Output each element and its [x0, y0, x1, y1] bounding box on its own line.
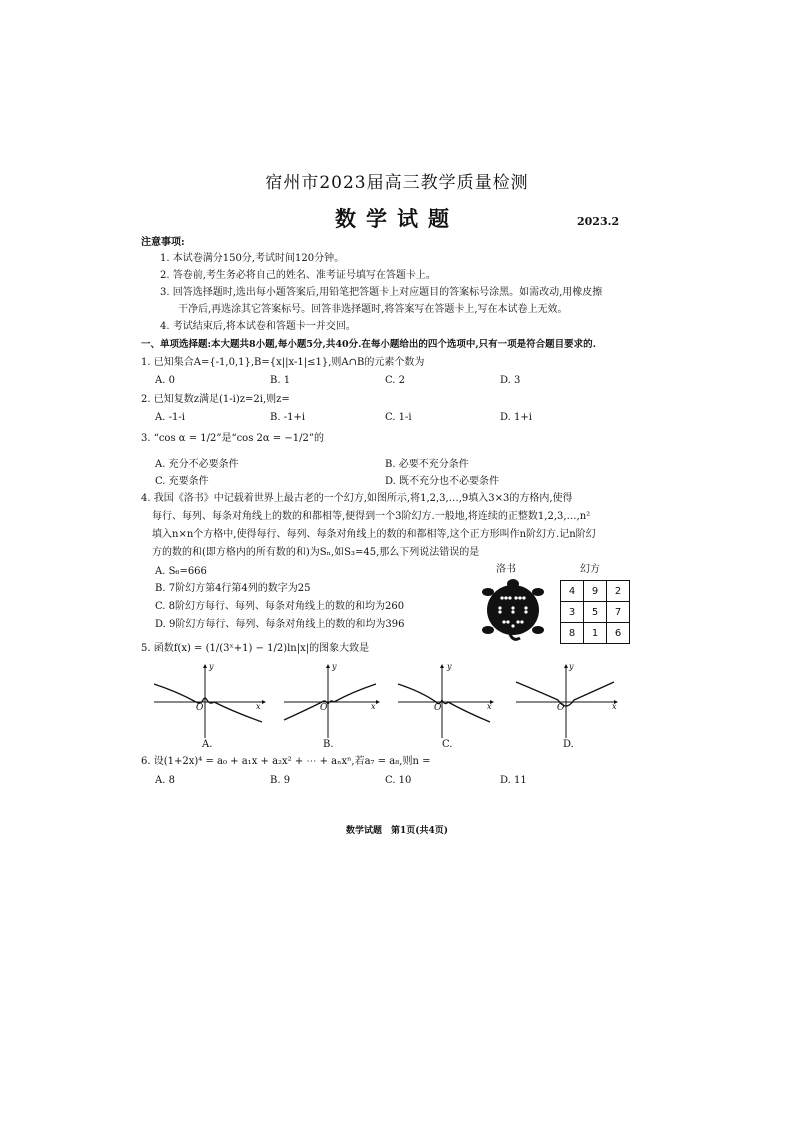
graph-b [282, 662, 382, 740]
page-footer: 数学试题 第1页(共4页) [345, 826, 449, 836]
graph-b-origin-label: O [320, 703, 328, 713]
graph-c [396, 662, 496, 740]
question-4-stem-line: 4. 我国《洛书》中记载着世界上最古老的一个幻方,如图所示,将1,2,3,…,9填入3×3的方格内,使得 [141, 493, 573, 504]
q2-option-d: D. 1+i [500, 412, 532, 423]
magic-square-cell: 7 [607, 602, 630, 623]
question-2-stem: 2. 已知复数z满足(1-i)z=2i,则z= [141, 394, 290, 405]
magic-square-cell: 8 [561, 623, 584, 644]
q6-option-d: D. 11 [500, 775, 527, 786]
magic-square-cell: 3 [561, 602, 584, 623]
graph-d [514, 662, 620, 740]
q4-option-a: A. S₆=666 [155, 566, 207, 577]
magic-square-row [561, 623, 630, 644]
graph-c-label: C. [442, 739, 453, 750]
question-4-stem-line: 每行、每列、每条对角线上的数的和都相等,便得到一个3阶幻方.一般地,将连续的正整数1,2,3,…,n² [152, 511, 591, 522]
note-item: 4. 考试结束后,将本试卷和答题卡一并交回。 [160, 321, 356, 332]
school-title: 宿州市2023届高三教学质量检测 [265, 173, 529, 193]
q2-option-b: B. -1+i [270, 412, 306, 423]
magic-square-label: 幻方 [580, 564, 600, 575]
q1-option-d: D. 3 [500, 375, 521, 386]
question-4-stem-line: 填入n×n个方格中,使得每行、每列、每条对角线上的数的和都相等,这个正方形叫作n阶幻方.记n阶幻 [152, 529, 596, 540]
graph-b-label: B. [323, 739, 334, 750]
q1-option-b: B. 1 [270, 375, 291, 386]
section-heading: 一、单项选择题:本大题共8小题,每小题5分,共40分.在每小题给出的四个选项中,只有一项是符合题目要求的. [141, 339, 596, 350]
graph-a-x-label: x [256, 702, 261, 711]
notes-heading: 注意事项: [141, 237, 185, 248]
graph-d-label: D. [563, 739, 574, 750]
magic-square-cell: 4 [561, 581, 584, 602]
note-item: 2. 答卷前,考生务必将自己的姓名、准考证号填写在答题卡上。 [160, 270, 436, 281]
magic-square-cell: 9 [584, 581, 607, 602]
q6-option-a: A. 8 [155, 775, 175, 786]
q4-option-c: C. 8阶幻方每行、每列、每条对角线上的数的和均为260 [155, 601, 405, 612]
q2-option-c: C. 1-i [385, 412, 412, 423]
question-3-stem: 3. “cos α = 1/2”是“cos 2α = −1/2”的 [141, 433, 324, 444]
q1-option-c: C. 2 [385, 375, 406, 386]
note-item: 1. 本试卷满分150分,考试时间120分钟。 [160, 253, 345, 264]
magic-square-cell: 1 [584, 623, 607, 644]
magic-square-cell: 6 [607, 623, 630, 644]
graph-d-y-label: y [569, 662, 574, 671]
graph-c-y-label: y [447, 662, 452, 671]
graph-d-x-label: x [612, 702, 617, 711]
subject-title: 数学试题 [335, 206, 459, 231]
q6-option-c: C. 10 [385, 775, 412, 786]
graph-c-x-label: x [487, 702, 492, 711]
graph-a [150, 662, 268, 740]
question-1-stem: 1. 已知集合A={-1,0,1},B={x||x-1|≤1},则A∩B的元素个数为 [141, 357, 425, 368]
exam-date: 2023.2 [577, 215, 620, 228]
question-4-stem-line: 方的数的和(即方格内的所有数的和)为Sₙ,如S₃=45,那么下列说法错误的是 [152, 547, 480, 558]
graph-c-origin-label: O [434, 703, 442, 713]
magic-square-row [561, 581, 630, 602]
note-item: 3. 回答选择题时,选出每小题答案后,用铅笔把答题卡上对应题目的答案标号涂黑。如需改动,用橡皮擦 [160, 287, 603, 298]
graph-b-x-label: x [371, 702, 376, 711]
graph-a-label: A. [202, 739, 213, 750]
magic-square-table [560, 580, 630, 644]
magic-square-cell: 5 [584, 602, 607, 623]
graph-b-y-label: y [332, 662, 337, 671]
question-6-stem: 6. 设(1+2x)⁴ = a₀ + a₁x + a₂x² + ⋯ + aₙxⁿ,若a₇ = a₈,则n = [141, 756, 431, 767]
q3-option-c: C. 充要条件 [155, 476, 209, 487]
q2-option-a: A. -1-i [155, 412, 185, 423]
question-5-stem: 5. 函数f(x) = (1/(3ˣ+1) − 1/2)ln|x|的图象大致是 [141, 643, 370, 654]
q4-option-b: B. 7阶幻方第4行第4列的数字为25 [155, 583, 311, 594]
graph-a-origin-label: O [196, 703, 204, 713]
q3-option-a: A. 充分不必要条件 [155, 459, 239, 470]
graph-d-origin-label: O [557, 703, 565, 713]
magic-square-cell: 2 [607, 581, 630, 602]
luoshu-turtle-image [480, 578, 546, 642]
magic-square-row [561, 602, 630, 623]
graph-a-y-label: y [209, 662, 214, 671]
luoshu-label: 洛书 [496, 564, 516, 575]
note-item: 干净后,再选涂其它答案标号。回答非选择题时,将答案写在答题卡上,写在本试卷上无效。 [178, 304, 568, 315]
q4-option-d: D. 9阶幻方每行、每列、每条对角线上的数的和均为396 [155, 619, 405, 630]
q6-option-b: B. 9 [270, 775, 291, 786]
q3-option-b: B. 必要不充分条件 [385, 459, 469, 470]
q3-option-d: D. 既不充分也不必要条件 [385, 476, 500, 487]
q1-option-a: A. 0 [155, 375, 175, 386]
